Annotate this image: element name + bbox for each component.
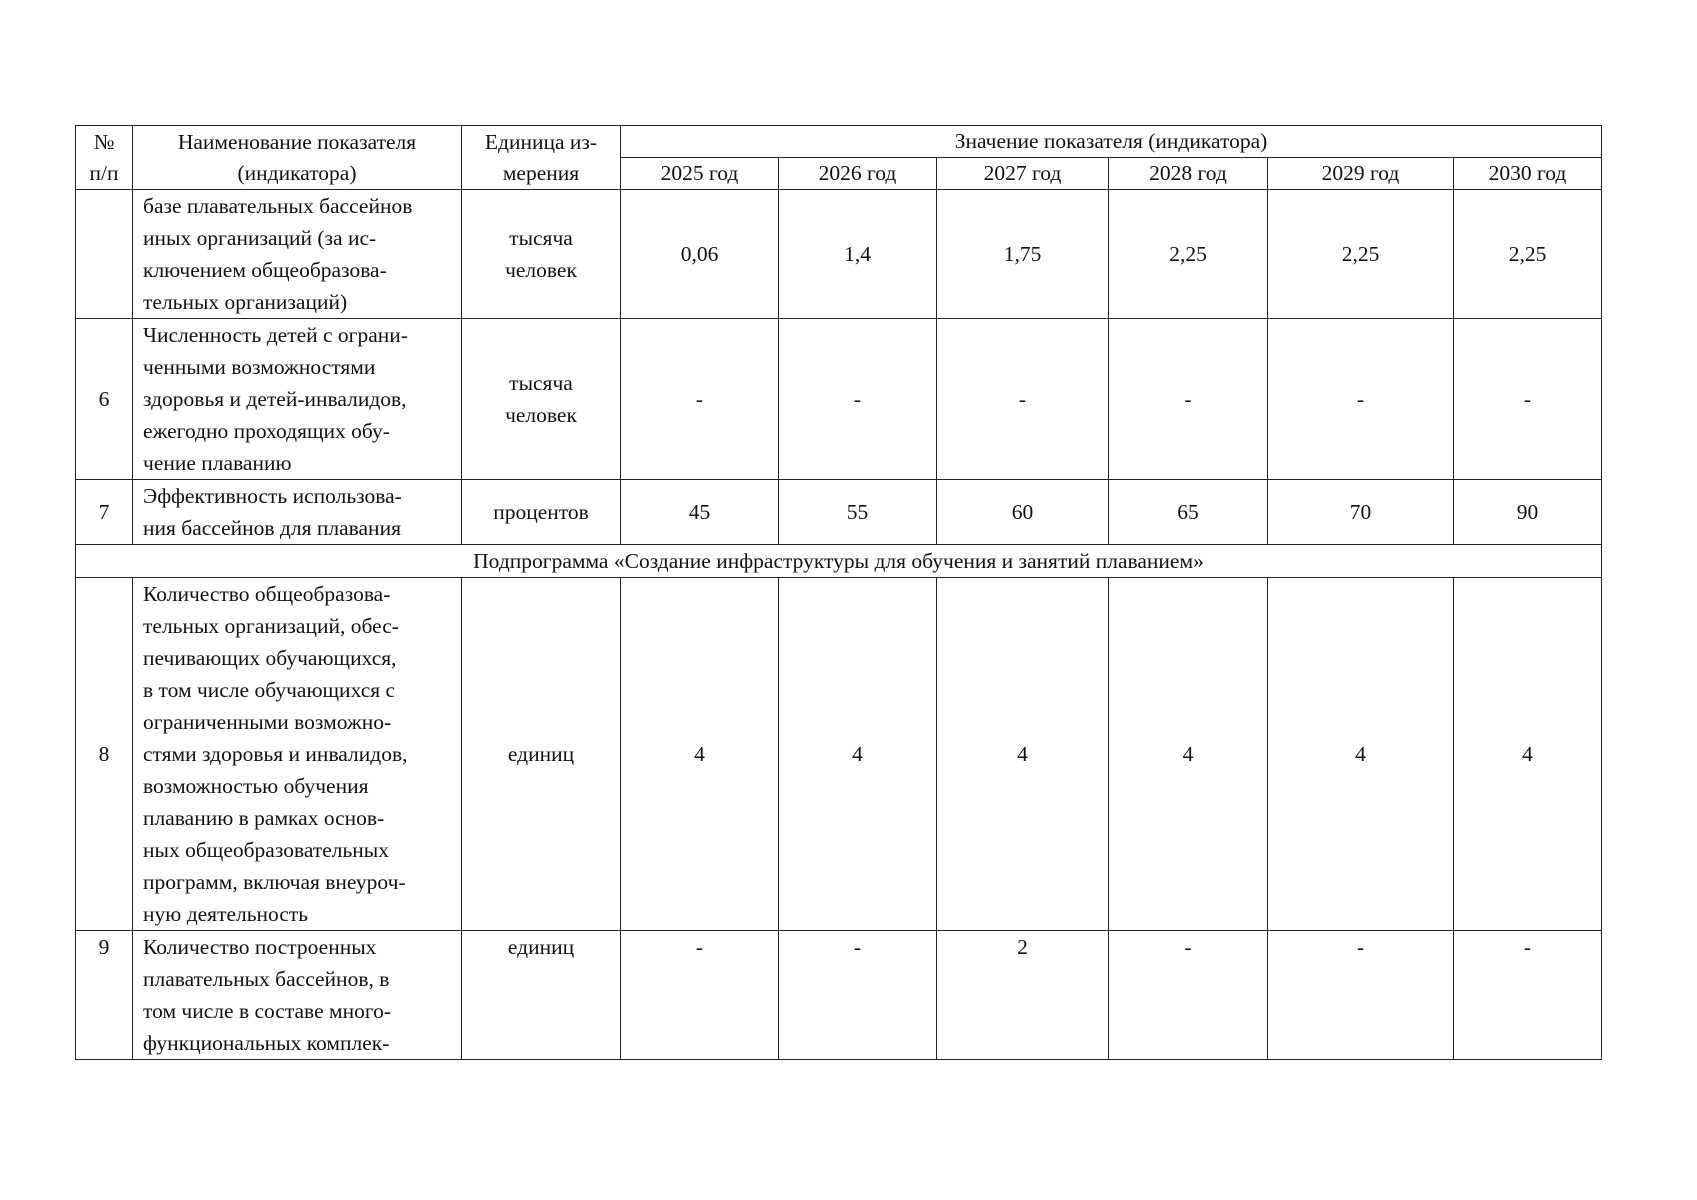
header-name: Наименование показателя (индикатора) — [133, 126, 462, 190]
row-value: 1,75 — [937, 190, 1109, 319]
header-year: 2029 год — [1268, 158, 1454, 190]
row-value: - — [937, 319, 1109, 480]
row-unit: процентов — [462, 480, 621, 545]
table-row — [76, 931, 1602, 1060]
indicator-table — [75, 125, 1602, 1060]
row-unit: тысяча человек — [462, 319, 621, 480]
subprogram-row — [76, 545, 1602, 578]
table-row — [76, 319, 1602, 480]
header-year: 2025 год — [621, 158, 779, 190]
row-value: - — [1109, 931, 1268, 1060]
row-value: 2 — [937, 931, 1109, 1060]
row-value: - — [621, 319, 779, 480]
row-name: базе плавательных бассейнов иных организаций (за ис- ключением общеобразова- тельных организаций) — [133, 190, 462, 319]
row-name: Количество общеобразова- тельных организаций, обес- печивающих обучающихся, в том числе обучающихся с ограниченными возможно- стями здоровья и инвалидов, возможностью обучения плаванию в рамках основ- ных общеобразовательных программ, включая внеуроч- ную деятельность — [133, 578, 462, 931]
row-value: - — [779, 319, 937, 480]
row-num: 7 — [76, 480, 133, 545]
row-value: 4 — [937, 578, 1109, 931]
row-value: 55 — [779, 480, 937, 545]
row-value: 45 — [621, 480, 779, 545]
row-unit: тысяча человек — [462, 190, 621, 319]
table-row — [76, 578, 1602, 931]
row-name: Количество построенных плавательных бассейнов, в том числе в составе много- функциональных комплек- — [133, 931, 462, 1060]
header-year: 2027 год — [937, 158, 1109, 190]
row-value: - — [1109, 319, 1268, 480]
row-value: 4 — [1268, 578, 1454, 931]
row-value: 65 — [1109, 480, 1268, 545]
row-num: 8 — [76, 578, 133, 931]
table-row — [76, 190, 1602, 319]
header-year: 2030 год — [1454, 158, 1602, 190]
row-value: 2,25 — [1109, 190, 1268, 319]
subprogram-title: Подпрограмма «Создание инфраструктуры для обучения и занятий плаванием» — [76, 545, 1602, 578]
row-value: 90 — [1454, 480, 1602, 545]
row-unit: единиц — [462, 578, 621, 931]
row-value: 4 — [621, 578, 779, 931]
row-value: - — [1268, 931, 1454, 1060]
header-row — [76, 126, 1602, 158]
row-value: - — [779, 931, 937, 1060]
row-num: 6 — [76, 319, 133, 480]
row-value: - — [1268, 319, 1454, 480]
header-year: 2028 год — [1109, 158, 1268, 190]
row-name: Численность детей с ограни- ченными возможностями здоровья и детей-инвалидов, ежегодно проходящих обу- чение плаванию — [133, 319, 462, 480]
header-year: 2026 год — [779, 158, 937, 190]
row-value: 4 — [1454, 578, 1602, 931]
row-num — [76, 190, 133, 319]
row-num: 9 — [76, 931, 133, 1060]
row-value: 1,4 — [779, 190, 937, 319]
row-value: - — [621, 931, 779, 1060]
row-value: 70 — [1268, 480, 1454, 545]
header-value-group: Значение показателя (индикатора) — [621, 126, 1602, 158]
header-num: № п/п — [76, 126, 133, 190]
header-unit: Единица из- мерения — [462, 126, 621, 190]
row-value: 2,25 — [1454, 190, 1602, 319]
row-value: 4 — [1109, 578, 1268, 931]
row-name: Эффективность использова- ния бассейнов для плавания — [133, 480, 462, 545]
row-value: 60 — [937, 480, 1109, 545]
row-value: - — [1454, 319, 1602, 480]
row-value: 4 — [779, 578, 937, 931]
row-value: 0,06 — [621, 190, 779, 319]
row-value: 2,25 — [1268, 190, 1454, 319]
row-unit: единиц — [462, 931, 621, 1060]
row-value: - — [1454, 931, 1602, 1060]
table-row — [76, 480, 1602, 545]
